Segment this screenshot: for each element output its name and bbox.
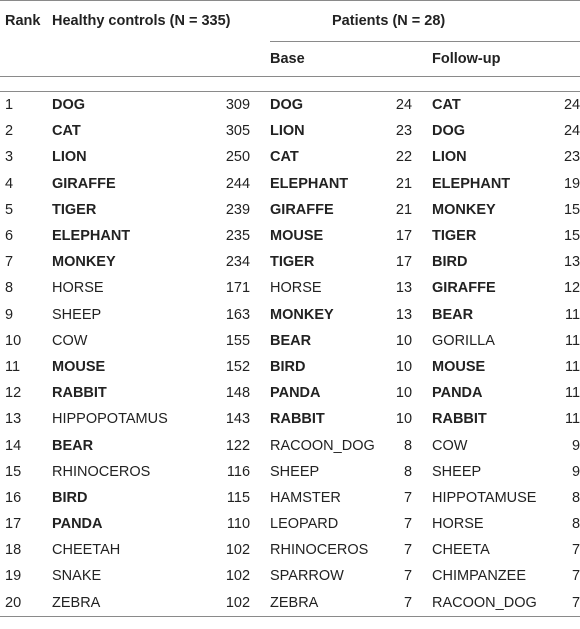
base-count-cell: 21 xyxy=(395,201,413,218)
gap-cell xyxy=(250,432,270,458)
base-animal-cell: BEAR xyxy=(270,332,312,349)
followup-count-cell: 24 xyxy=(563,123,580,140)
healthy-animal-cell: RHINOCEROS xyxy=(52,463,151,480)
table-row xyxy=(0,197,580,223)
rank-cell: 2 xyxy=(5,123,14,140)
followup-animal-cell: RABBIT xyxy=(432,411,487,428)
followup-count-cell: 15 xyxy=(563,228,580,245)
gap-cell xyxy=(412,144,432,170)
base-animal-cell: GIRAFFE xyxy=(270,201,334,218)
followup-count-cell: 13 xyxy=(563,254,580,271)
base-animal-cell: TIGER xyxy=(270,254,315,271)
healthy-count-cell: 250 xyxy=(225,149,251,166)
gap-cell xyxy=(250,197,270,223)
base-count-cell: 8 xyxy=(403,437,413,454)
table-row xyxy=(0,485,580,511)
gap-cell xyxy=(250,328,270,354)
base-animal-cell: DOG xyxy=(270,97,304,114)
base-count-cell: 21 xyxy=(395,175,413,192)
gap-cell xyxy=(412,197,432,223)
base-animal-cell: RABBIT xyxy=(270,411,325,428)
healthy-count-cell: 102 xyxy=(225,542,251,559)
followup-animal-cell: HORSE xyxy=(432,516,484,533)
table-row xyxy=(0,511,580,537)
rank-cell: 17 xyxy=(5,516,22,533)
followup-count-cell: 24 xyxy=(563,97,580,114)
followup-animal-cell: TIGER xyxy=(432,228,477,245)
gap-cell xyxy=(250,537,270,563)
table-row xyxy=(0,249,580,275)
table-row xyxy=(0,328,580,354)
rank-cell: 16 xyxy=(5,489,22,506)
healthy-count-cell: 244 xyxy=(225,175,251,192)
gap-cell xyxy=(250,92,270,119)
followup-animal-cell: BIRD xyxy=(432,254,468,271)
healthy-count-cell: 152 xyxy=(225,358,251,375)
followup-count-cell: 15 xyxy=(563,201,580,218)
patients-label: Patients (N = 28) xyxy=(332,13,446,29)
healthy-count-cell: 171 xyxy=(225,280,251,297)
base-count-cell: 23 xyxy=(395,123,413,140)
followup-count-cell: 11 xyxy=(565,385,580,402)
gap-cell xyxy=(250,249,270,275)
rank-cell: 8 xyxy=(5,280,14,297)
table-row xyxy=(0,563,580,589)
gap-cell xyxy=(412,302,432,328)
gap-cell xyxy=(250,144,270,170)
followup-animal-cell: LION xyxy=(432,149,467,166)
healthy-animal-cell: RABBIT xyxy=(52,385,107,402)
rank-cell: 13 xyxy=(5,411,22,428)
base-count-cell: 7 xyxy=(403,542,413,559)
rank-cell: 6 xyxy=(5,228,14,245)
healthy-controls-label: Healthy controls (N = 335) xyxy=(52,13,231,30)
healthy-count-cell: 102 xyxy=(225,568,251,585)
rank-cell: 7 xyxy=(5,254,14,271)
gap-cell xyxy=(250,171,270,197)
table-row xyxy=(0,275,580,301)
followup-count-cell: 8 xyxy=(572,489,580,506)
base-count-cell: 24 xyxy=(395,97,413,114)
gap-cell xyxy=(412,406,432,432)
gap-cell xyxy=(412,537,432,563)
gap-cell xyxy=(250,590,270,617)
healthy-count-cell: 148 xyxy=(225,385,251,402)
rank-cell: 20 xyxy=(0,590,52,617)
healthy-count-cell: 309 xyxy=(225,97,251,114)
base-animal-cell: MOUSE xyxy=(270,228,324,245)
healthy-animal-cell: ZEBRA xyxy=(52,590,200,617)
base-animal-cell: RHINOCEROS xyxy=(270,542,369,559)
gap-cell xyxy=(412,223,432,249)
rank-cell: 3 xyxy=(5,149,14,166)
healthy-animal-cell: SNAKE xyxy=(52,568,102,585)
gap-cell xyxy=(412,432,432,458)
followup-count-cell: 11 xyxy=(565,332,580,349)
base-count-cell: 7 xyxy=(392,590,412,617)
gap-cell xyxy=(412,380,432,406)
gap-cell xyxy=(412,249,432,275)
table-row xyxy=(0,302,580,328)
base-count-cell: 7 xyxy=(403,489,413,506)
gap-cell xyxy=(412,171,432,197)
rank-cell: 10 xyxy=(5,332,22,349)
table-row xyxy=(0,354,580,380)
base-animal-cell: SHEEP xyxy=(270,463,320,480)
followup-animal-cell: PANDA xyxy=(432,385,483,402)
patients-header xyxy=(270,1,580,42)
rank-cell: 12 xyxy=(5,385,22,402)
base-count-cell: 8 xyxy=(403,463,413,480)
gap-cell xyxy=(250,275,270,301)
healthy-animal-cell: PANDA xyxy=(52,516,103,533)
followup-animal-cell: SHEEP xyxy=(432,463,482,480)
table-row xyxy=(0,171,580,197)
base-count-cell: 7 xyxy=(403,516,413,533)
healthy-animal-cell: TIGER xyxy=(52,201,97,218)
base-count-cell: 17 xyxy=(395,254,413,271)
followup-count-cell: 7 xyxy=(560,590,580,617)
followup-count-cell: 11 xyxy=(565,358,580,375)
table-body xyxy=(0,92,580,617)
base-animal-cell: RACOON_DOG xyxy=(270,437,375,454)
gap-cell xyxy=(412,590,432,617)
gap-cell xyxy=(412,354,432,380)
followup-animal-cell: MONKEY xyxy=(432,201,496,218)
healthy-animal-cell: BIRD xyxy=(52,489,88,506)
table-row xyxy=(0,92,580,119)
base-animal-cell: BIRD xyxy=(270,358,306,375)
table-row xyxy=(0,590,580,617)
followup-animal-cell: CHIMPANZEE xyxy=(432,568,527,585)
base-count-cell: 10 xyxy=(395,358,413,375)
gap-cell xyxy=(412,118,432,144)
table-row xyxy=(0,432,580,458)
healthy-count-cell: 115 xyxy=(226,489,251,506)
healthy-animal-cell: MONKEY xyxy=(52,254,116,271)
followup-count-cell: 9 xyxy=(572,437,580,454)
base-count-cell: 10 xyxy=(395,385,413,402)
followup-animal-cell: CHEETA xyxy=(432,542,490,559)
healthy-animal-cell: HORSE xyxy=(52,280,104,297)
gap-cell xyxy=(250,406,270,432)
base-animal-cell: HORSE xyxy=(270,280,322,297)
followup-header: Follow-up xyxy=(432,42,580,77)
followup-animal-cell: DOG xyxy=(432,123,466,140)
healthy-count-cell: 143 xyxy=(225,411,251,428)
gap-cell xyxy=(412,563,432,589)
healthy-count-cell: 116 xyxy=(226,463,251,480)
rank-cell: 1 xyxy=(5,97,14,114)
rank-cell: 18 xyxy=(5,542,22,559)
gap-cell xyxy=(250,485,270,511)
followup-count-cell: 7 xyxy=(572,568,580,585)
gap-cell xyxy=(412,459,432,485)
rank-cell: 15 xyxy=(5,463,22,480)
base-animal-cell: LION xyxy=(270,123,305,140)
followup-count-cell: 9 xyxy=(572,463,580,480)
base-animal-cell: MONKEY xyxy=(270,306,334,323)
healthy-animal-cell: MOUSE xyxy=(52,358,106,375)
gap-cell xyxy=(412,92,432,119)
base-count-cell: 22 xyxy=(395,149,413,166)
healthy-animal-cell: DOG xyxy=(52,97,86,114)
gap-cell xyxy=(412,511,432,537)
followup-animal-cell: MOUSE xyxy=(432,358,486,375)
healthy-animal-cell: COW xyxy=(52,332,88,349)
healthy-count-cell: 163 xyxy=(225,306,251,323)
healthy-count-cell: 155 xyxy=(225,332,251,349)
gap-cell xyxy=(250,511,270,537)
healthy-count-cell: 235 xyxy=(225,228,251,245)
base-animal-cell: CAT xyxy=(270,149,299,166)
healthy-count-cell: 234 xyxy=(225,254,251,271)
table-row xyxy=(0,406,580,432)
base-count-cell: 10 xyxy=(395,332,413,349)
base-animal-cell: ZEBRA xyxy=(270,590,392,617)
followup-count-cell: 12 xyxy=(563,280,580,297)
base-count-cell: 10 xyxy=(395,411,413,428)
healthy-animal-cell: CAT xyxy=(52,123,81,140)
gap-cell xyxy=(250,302,270,328)
base-header: Base xyxy=(270,42,412,77)
healthy-animal-cell: SHEEP xyxy=(52,306,102,323)
gap-cell xyxy=(250,118,270,144)
rank-cell: 5 xyxy=(5,201,14,218)
gap-cell xyxy=(250,459,270,485)
followup-animal-cell: BEAR xyxy=(432,306,474,323)
followup-animal-cell: GORILLA xyxy=(432,332,495,349)
healthy-controls-header xyxy=(52,1,250,42)
healthy-count-cell: 110 xyxy=(226,516,251,533)
table-row xyxy=(0,223,580,249)
followup-animal-cell: RACOON_DOG xyxy=(432,590,560,617)
gap-cell xyxy=(250,563,270,589)
base-animal-cell: ELEPHANT xyxy=(270,175,349,192)
rank-header: Rank xyxy=(0,1,52,42)
healthy-count-cell: 102 xyxy=(200,590,250,617)
gap-cell xyxy=(412,328,432,354)
followup-count-cell: 23 xyxy=(563,149,580,166)
base-count-cell: 13 xyxy=(395,280,413,297)
followup-animal-cell: HIPPOTAMUSE xyxy=(432,489,537,506)
healthy-animal-cell: HIPPOPOTAMUS xyxy=(52,411,168,428)
healthy-count-cell: 122 xyxy=(225,437,251,454)
followup-count-cell: 19 xyxy=(563,175,580,192)
followup-animal-cell: GIRAFFE xyxy=(432,280,496,297)
table-row xyxy=(0,459,580,485)
base-animal-cell: HAMSTER xyxy=(270,489,341,506)
base-animal-cell: LEOPARD xyxy=(270,516,339,533)
gap-cell xyxy=(250,354,270,380)
header-row xyxy=(0,1,580,42)
base-count-cell: 17 xyxy=(395,228,413,245)
followup-count-cell: 8 xyxy=(572,516,580,533)
healthy-animal-cell: LION xyxy=(52,149,87,166)
healthy-animal-cell: CHEETAH xyxy=(52,542,121,559)
healthy-count-cell: 305 xyxy=(225,123,251,140)
rank-cell: 11 xyxy=(5,358,21,375)
base-animal-cell: SPARROW xyxy=(270,568,344,585)
healthy-animal-cell: ELEPHANT xyxy=(52,228,131,245)
rank-cell: 19 xyxy=(5,568,22,585)
followup-count-cell: 11 xyxy=(565,306,580,323)
followup-animal-cell: CAT xyxy=(432,97,461,114)
table-row xyxy=(0,144,580,170)
followup-animal-cell: ELEPHANT xyxy=(432,175,511,192)
table-row xyxy=(0,118,580,144)
base-count-cell: 13 xyxy=(395,306,413,323)
gap-cell xyxy=(412,485,432,511)
gap-cell xyxy=(412,275,432,301)
followup-count-cell: 7 xyxy=(572,542,580,559)
rank-cell: 14 xyxy=(5,437,22,454)
healthy-animal-cell: GIRAFFE xyxy=(52,175,116,192)
table-row xyxy=(0,537,580,563)
followup-count-cell: 11 xyxy=(565,411,580,428)
followup-animal-cell: COW xyxy=(432,437,468,454)
base-animal-cell: PANDA xyxy=(270,385,321,402)
healthy-animal-cell: BEAR xyxy=(52,437,94,454)
subheader-row xyxy=(0,42,580,77)
rank-cell: 4 xyxy=(5,175,14,192)
table-row xyxy=(0,380,580,406)
rank-cell: 9 xyxy=(5,306,14,323)
base-count-cell: 7 xyxy=(403,568,413,585)
healthy-count-cell: 239 xyxy=(225,201,251,218)
gap-cell xyxy=(250,380,270,406)
gap-cell xyxy=(250,223,270,249)
